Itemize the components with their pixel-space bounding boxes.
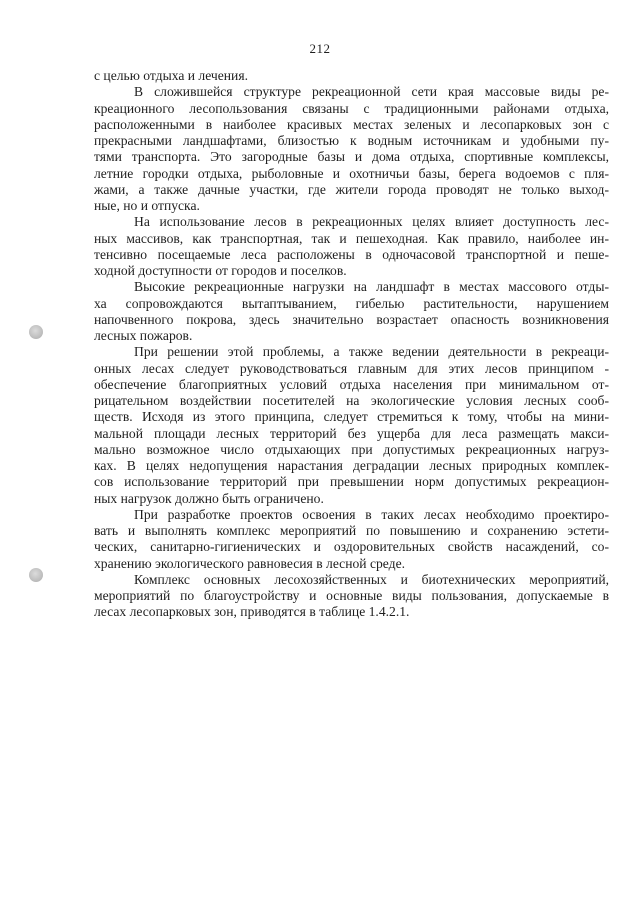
paragraph: [94, 344, 609, 507]
text-line: мероприятий по благоустройству и основные виды пользования, допускаемые в: [94, 588, 609, 603]
text-line: хранению экологического равновесия в лесной среде.: [94, 555, 405, 571]
text-line: При разработке проектов освоения в таких лесах необходимо проектиро-: [134, 506, 609, 522]
text-line: ных нагрузок должно быть ограничено.: [94, 490, 324, 506]
text-line: лесах лесопарковых зон, приводятся в таблице 1.4.2.1.: [94, 604, 410, 620]
text-line: При решении этой проблемы, а также ведении деятельности в рекреаци-: [134, 344, 609, 360]
text-line: лесных пожаров.: [94, 328, 193, 343]
text-line: ные, но и отпуска.: [94, 198, 200, 213]
text-line: обеспечение благоприятных условий отдыха населения при минимальном от-: [94, 376, 609, 392]
text-line: Высокие рекреационные нагрузки на ландшафт в местах массового отды-: [134, 279, 609, 295]
text-line: тенсивно посещаемые леса расположены в одночасовой транспортной и пеше-: [94, 246, 609, 262]
text-line: На использование лесов в рекреационных целях влияет доступность лес-: [134, 214, 609, 230]
text-line: В сложившейся структуре рекреационной сети края массовые виды ре-: [134, 84, 609, 100]
text-line: расположенными в наиболее красивых местах зеленых и лесопарковых зон с: [94, 116, 609, 132]
text-line: напочвенного покрова, здесь значительно возрастает опасность возникновения: [94, 311, 609, 327]
text-line: мально возможное число отдыхающих при допустимых рекреационных нагруз-: [94, 441, 609, 457]
text-line: ных массивов, как транспортная, так и пешеходная. Как правило, наиболее ин-: [94, 230, 609, 246]
text-line: жами, а также дачные участки, где жители города проводят не только выход-: [94, 181, 609, 197]
text-line: вать и выполнять комплекс мероприятий по повышению и сохранению эстети-: [94, 523, 609, 538]
text-line: рицательном воздействии посетителей на экологические условия лесных сооб-: [94, 393, 609, 408]
paragraph: [94, 572, 609, 621]
text-line: Комплекс основных лесохозяйственных и биотехнических мероприятий,: [134, 571, 609, 587]
text-line: ха сопровождаются вытаптыванием, гибелью растительности, нарушением: [94, 295, 609, 311]
page-number: 212: [309, 41, 331, 56]
text-line: ществ. Исходя из этого принципа, следует стремиться к тому, чтобы на мини-: [94, 409, 609, 425]
text-line: креационного лесопользования связаны с традиционными районами отдыха,: [94, 100, 609, 116]
paragraph: [94, 84, 609, 214]
punch-hole-mark: [29, 325, 43, 339]
paragraph: [94, 507, 609, 572]
text-line: ческих, санитарно-гигиенических и оздоровительных свойств насаждений, со-: [94, 539, 609, 555]
text-line: летние городки отдыха, рыболовные и охотничьи базы, берега водоемов с пля-: [94, 165, 609, 181]
text-line: сов использование территорий при превышении норм допустимых рекреацион-: [94, 474, 609, 490]
text-line: мальной площади лесных территорий без ущерба для леса размещать макси-: [94, 425, 609, 441]
text-line: прекрасными ландшафтами, близостью к водным источникам и удобными пу-: [94, 133, 609, 148]
text-line: ходной доступности от городов и поселков.: [94, 263, 347, 278]
text-line: онных лесах следует руководствоваться главным для этих лесов принципом -: [94, 360, 609, 376]
paragraph: [94, 279, 609, 344]
text-line: с целью отдыха и лечения.: [94, 68, 248, 83]
paragraph: [94, 68, 609, 84]
paragraph: [94, 214, 609, 279]
text-line: тями транспорта. Это загородные базы и дома отдыха, спортивные комплексы,: [94, 149, 609, 165]
text-line: ках. В целях недопущения нарастания деградации лесных природных комплек-: [94, 458, 609, 473]
punch-hole-mark: [29, 568, 43, 582]
document-body: [94, 68, 609, 621]
